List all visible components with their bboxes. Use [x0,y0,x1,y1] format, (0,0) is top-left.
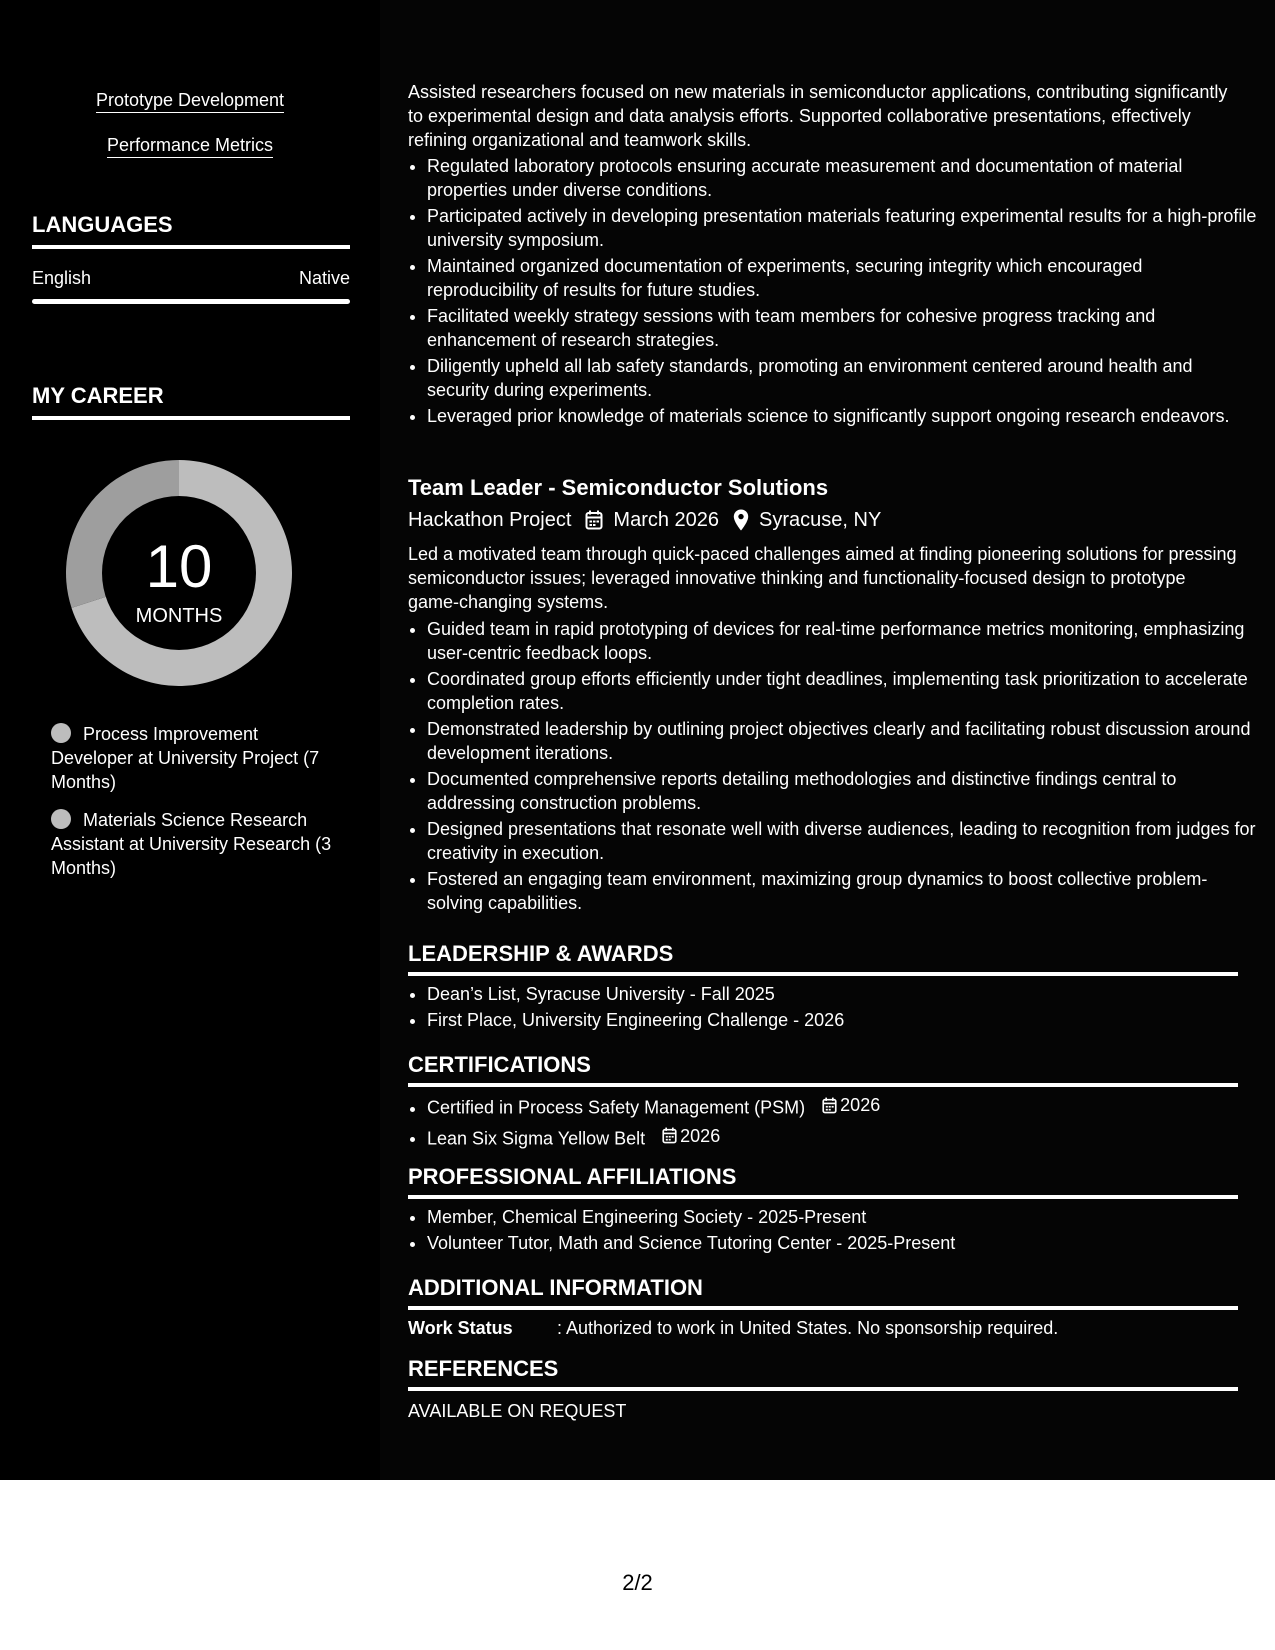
job-summary: Led a motivated team through quick-paced challenges aimed at finding pioneering solutions for pressing semiconductor issues; leveraged innovative thinking and functionality-focused design to prototype game-changing systems. [408,544,1237,612]
awards-list [408,982,1257,1034]
sidebar [0,0,380,1480]
career-donut-chart [66,460,292,686]
certification-item [427,1093,1257,1120]
job-bullets [408,617,1257,917]
legend-dot [51,723,71,743]
career-heading: MY CAREER [32,382,350,420]
languages-heading: LANGUAGES [32,211,350,249]
calendar-icon [822,1097,837,1114]
bullet-item: • Diligently upheld all lab safety standards, promoting an environment centered around health and security during experiments. [427,354,1257,402]
award-item: • Dean’s List, Syracuse University - Fall 2025 [427,982,1257,1006]
certifications-heading: CERTIFICATIONS [408,1051,1238,1087]
language-name: English [32,268,92,288]
calendar-icon [662,1127,677,1144]
certifications-list [408,1093,1257,1152]
skill-item: Performance Metrics [0,133,380,157]
affiliations-heading: PROFESSIONAL AFFILIATIONS [408,1163,1238,1199]
certification-name: Lean Six Sigma Yellow Belt [427,1128,646,1148]
affiliation-item: • Volunteer Tutor, Math and Science Tutoring Center - 2025-Present [427,1231,1257,1255]
bullet-item: • Leveraged prior knowledge of materials science to significantly support ongoing research endeavors. [427,404,1257,428]
bullet-item: • Guided team in rapid prototyping of devices for real-time performance metrics monitoring, emphasizing user-centric feedback loops. [427,617,1257,665]
language-level-bar [32,299,350,304]
job-location: Syracuse, NY [759,508,882,531]
affiliation-item: • Member, Chemical Engineering Society - 2025-Present [427,1205,1257,1229]
certification-date: 2026 [662,1124,720,1148]
career-total: 10 [145,533,213,600]
award-item: • First Place, University Engineering Challenge - 2026 [427,1008,1257,1032]
bullet-item: • Documented comprehensive reports detailing methodologies and distinctive findings central to addressing construction problems. [427,767,1257,815]
references-heading: REFERENCES [408,1355,1238,1391]
job-company: Hackathon Project [408,508,572,531]
job-meta [408,506,881,534]
prev-job-bullets [408,154,1257,430]
page-number: 2/2 [622,1570,653,1595]
certification-item [427,1124,1257,1151]
career-unit: MONTHS [135,605,223,627]
bullet-item: • Maintained organized documentation of experiments, securing integrity which encouraged reproducibility of results for future studies. [427,254,1257,302]
language-row [32,266,350,290]
skill-item: Prototype Development [0,88,380,112]
work-status-value: : Authorized to work in United States. No sponsorship required. [557,1318,1059,1338]
job-title: Team Leader - Semiconductor Solutions [408,475,829,500]
bullet-item: • Facilitated weekly strategy sessions with team members for cohesive progress tracking and enhancement of research strategies. [427,304,1257,352]
calendar-icon [585,510,603,530]
location-pin-icon [733,509,749,531]
affiliations-list [408,1205,1257,1257]
references-text: AVAILABLE ON REQUEST [408,1401,627,1421]
career-legend-item: Materials Science Research Assistant at University Research (3 Months) [51,810,332,878]
prev-job-summary: Assisted researchers focused on new materials in semiconductor applications, contributing significantly to experimental design and data analysis efforts. Supported collaborative presentations, effectively refining organizational and teamwork skills. [408,82,1228,150]
bullet-item: • Fostered an engaging team environment, maximizing group dynamics to boost collective problem-solving capabilities. [427,867,1257,915]
certification-date: 2026 [822,1093,880,1117]
language-level: Native [298,268,350,288]
legend-dot [51,809,71,829]
bullet-item: • Designed presentations that resonate well with diverse audiences, leading to recognition from judges for creativity in execution. [427,817,1257,865]
work-status-label: Work Status [408,1318,513,1338]
awards-heading: LEADERSHIP & AWARDS [408,940,1238,976]
job-date: March 2026 [613,508,720,531]
bullet-item: • Demonstrated leadership by outlining project objectives clearly and facilitating robust discussion around development iterations. [427,717,1257,765]
additional-info-heading: ADDITIONAL INFORMATION [408,1274,1238,1310]
bullet-item: • Participated actively in developing presentation materials featuring experimental results for a high-profile university symposium. [427,204,1257,252]
bullet-item: • Coordinated group efforts efficiently under tight deadlines, implementing task prioritization to accelerate completion rates. [427,667,1257,715]
bullet-item: • Regulated laboratory protocols ensuring accurate measurement and documentation of material properties under diverse conditions. [427,154,1257,202]
certification-name: Certified in Process Safety Management (PSM) [427,1097,806,1118]
career-legend-item: Process Improvement Developer at University Project (7 Months) [51,724,320,792]
